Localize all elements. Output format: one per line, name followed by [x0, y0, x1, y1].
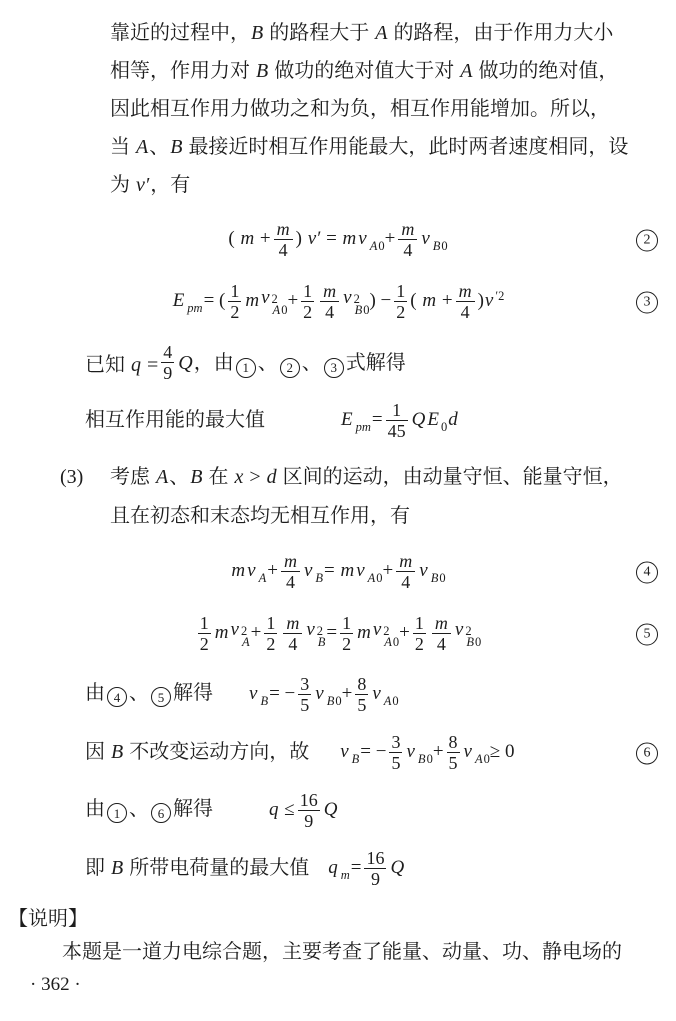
fraction-numerator: 16	[366, 847, 385, 868]
math-text: 已知 q =	[85, 353, 159, 376]
qmax-line	[85, 844, 676, 892]
part3-marker: (3)	[60, 466, 84, 488]
circled-number: 1	[107, 803, 127, 823]
fraction	[386, 400, 408, 441]
math-text: m	[245, 290, 260, 311]
fraction-numerator: 1	[396, 280, 406, 301]
math-text: +	[384, 228, 396, 249]
math-text: +	[399, 622, 410, 643]
math-text: ( m +	[410, 290, 453, 311]
superscript: 2	[465, 623, 472, 638]
text-line: 靠近的过程中，B 的路程大于 A 的路程，由于作用力大小	[110, 22, 614, 44]
subscript: A0	[383, 694, 399, 708]
fraction-denominator: 4	[460, 301, 470, 322]
math-text: =	[350, 857, 362, 878]
fraction-numerator: m	[283, 550, 297, 571]
fraction	[340, 613, 353, 654]
equation-6-number	[634, 740, 660, 765]
subscript: pm	[355, 420, 371, 434]
fraction	[283, 613, 302, 654]
subscript: B0	[417, 752, 433, 766]
subscripted-variable: v $_{B0}$	[421, 228, 448, 253]
circled-number: 6	[151, 803, 171, 823]
subsup-variable: v 2 B	[306, 618, 326, 649]
subscripted-variable: v $_B$	[303, 560, 324, 585]
math-text: ) −	[369, 290, 392, 311]
epm-max-label: 相互作用能的最大值	[85, 409, 265, 431]
text-line: 因此相互作用力做功之和为负，相互作用能增加。所以，	[110, 98, 610, 120]
subscript: B0	[466, 634, 482, 649]
math-text: q ≤	[269, 799, 295, 820]
fraction-numerator: 1	[266, 612, 276, 633]
math-text: +	[267, 560, 278, 581]
direction-line	[85, 728, 676, 776]
known-condition-line	[85, 338, 676, 386]
fraction-denominator: 5	[357, 694, 367, 715]
equation-3-number	[634, 289, 660, 314]
fraction-denominator: 9	[163, 362, 173, 383]
math-text: +	[432, 741, 444, 762]
fraction-denominator: 4	[403, 239, 413, 260]
epm-max-line	[85, 396, 676, 444]
fraction	[298, 674, 311, 715]
solve16-label: 由 1 、 6 解得	[85, 797, 213, 824]
fraction	[447, 732, 460, 773]
subscripted-variable: E $_{pm}$	[341, 409, 371, 434]
fraction-denominator: 4	[436, 633, 446, 654]
subscript: pm	[187, 301, 203, 315]
fraction-numerator: 1	[230, 280, 240, 301]
solve45-line	[85, 670, 676, 718]
fraction	[274, 219, 293, 260]
math-text: ) v′ = m	[295, 228, 357, 249]
fraction-denominator: 2	[414, 633, 424, 654]
circled-number: 2	[280, 358, 300, 378]
solve45-label: 由 4 、 5 解得	[85, 681, 213, 708]
text-line: 当 A、B 最接近时相互作用能最大，此时两者速度相同，设	[110, 136, 629, 158]
fraction-denominator: 2	[230, 301, 240, 322]
math-text: ≥ 0	[489, 741, 515, 762]
subscripted-variable: v $_{A0}$	[372, 683, 399, 708]
fraction	[389, 732, 402, 773]
subscripted-variable: q $_m$	[328, 857, 350, 882]
math-text: Q	[390, 857, 405, 878]
fraction-denominator: 4	[325, 301, 335, 322]
fraction-numerator: 1	[414, 612, 424, 633]
part3-first-line	[60, 458, 676, 497]
subscripted-variable: v $_{B0}$	[315, 683, 342, 708]
fraction-numerator: m	[399, 550, 413, 571]
book-page	[0, 14, 676, 1021]
fraction-denominator: 5	[448, 752, 458, 773]
fraction-numerator: 8	[448, 731, 458, 752]
fraction-numerator: m	[458, 280, 472, 301]
superscript: 2	[383, 623, 390, 638]
equation-2-number	[634, 227, 660, 252]
math-text: +	[250, 622, 262, 643]
equation-row-3	[0, 274, 676, 328]
subscript: A	[241, 634, 250, 649]
equation-row-2	[0, 212, 676, 266]
subscript: m	[340, 868, 350, 882]
fraction	[198, 613, 211, 654]
fraction	[298, 790, 320, 831]
fraction	[355, 674, 368, 715]
circled-number: 2	[636, 230, 658, 252]
fraction-denominator: 4	[285, 571, 295, 592]
subscript: A0	[367, 571, 383, 585]
fraction-numerator: 1	[392, 399, 402, 420]
subscript: A0	[474, 752, 490, 766]
subscripted-variable: v $_B$	[249, 683, 269, 708]
circled-number: 1	[236, 358, 256, 378]
subsup-stack	[316, 623, 327, 649]
fraction-numerator: 3	[300, 673, 310, 694]
math-text: =	[371, 409, 383, 430]
part3-paragraph	[60, 458, 676, 536]
superscript: 2	[271, 291, 278, 306]
equation-row-4	[0, 544, 676, 598]
fraction-denominator: 5	[300, 694, 310, 715]
math-text: +	[287, 290, 299, 311]
fraction-denominator: 45	[387, 420, 406, 441]
fraction-numerator: 4	[163, 341, 173, 362]
circled-number: 4	[636, 562, 658, 584]
page-number: · 362 ·	[30, 974, 81, 995]
main-paragraph	[110, 14, 668, 204]
solve16-formula	[268, 790, 338, 831]
fraction-numerator: 8	[357, 673, 367, 694]
fraction-denominator: 2	[342, 633, 352, 654]
fraction	[456, 281, 475, 322]
fraction	[413, 613, 426, 654]
fraction	[398, 219, 417, 260]
subscript: B0	[432, 239, 448, 253]
subscripted-variable: v $_{B0}$	[419, 560, 446, 585]
subscript: B	[315, 571, 324, 585]
fraction-numerator: 1	[303, 280, 313, 301]
fraction-denominator: 2	[199, 633, 209, 654]
fraction-numerator: 16	[299, 789, 318, 810]
text-line: 相等，作用力对 B 做功的绝对值大于对 A 做功的绝对值，	[110, 60, 619, 82]
subscripted-variable: v $_B$	[340, 741, 360, 766]
subscripted-variable: E $_0$	[427, 409, 448, 434]
qmax-formula	[327, 848, 405, 889]
fraction	[301, 281, 314, 322]
solve16-line	[85, 786, 676, 834]
subscript: B	[317, 634, 326, 649]
fraction-denominator: 2	[303, 301, 313, 322]
math-text: = −	[269, 683, 296, 704]
math-text: d	[448, 409, 458, 430]
fraction	[364, 848, 386, 889]
math-text: =	[326, 622, 338, 643]
subscript: 0	[440, 420, 448, 434]
subsup-variable: v 2 A0	[261, 286, 288, 317]
subsup-variable: v 2 B0	[454, 618, 482, 649]
math-text: +	[341, 683, 353, 704]
subscript: B	[260, 694, 269, 708]
superscript: 2	[240, 623, 248, 638]
fraction	[394, 281, 407, 322]
note-paragraph: 本题是一道力电综合题，主要考查了能量、动量、功、静电场的	[62, 941, 622, 963]
math-text: m	[214, 622, 229, 643]
fraction	[264, 613, 277, 654]
fraction	[396, 551, 415, 592]
circled-number: 3	[636, 292, 658, 314]
direction-formula	[339, 732, 514, 773]
circled-number: 5	[151, 687, 171, 707]
subscript: B	[351, 752, 360, 766]
qmax-label: 即 B 所带电荷量的最大值	[85, 857, 310, 879]
superscript: 2	[316, 623, 323, 638]
fraction-numerator: m	[286, 612, 300, 633]
circled-number: 5	[636, 624, 658, 646]
circled-number: 3	[324, 358, 344, 378]
note-header: 【说明】	[8, 908, 88, 930]
math-text: = −	[360, 741, 387, 762]
fraction-denominator: 4	[278, 239, 288, 260]
fraction	[161, 342, 174, 383]
fraction-denominator: 4	[401, 571, 411, 592]
fraction-numerator: m	[401, 218, 415, 239]
fraction-numerator: m	[323, 280, 337, 301]
subscript: A0	[384, 634, 400, 649]
math-text: )	[477, 290, 484, 311]
subsup-stack	[240, 623, 251, 649]
subsup-variable: v 2 B0	[343, 286, 370, 317]
fraction-numerator: 1	[342, 612, 352, 633]
subscript: A	[258, 571, 267, 585]
epm-max-formula	[340, 400, 459, 441]
equation-row-5	[0, 606, 676, 660]
subscripted-variable: E $_{pm}$	[172, 290, 203, 315]
math-text: ( m +	[228, 228, 271, 249]
part3-line2-text: 且在初态和末态均无相互作用，有	[110, 505, 410, 527]
fraction	[432, 613, 451, 654]
fraction	[281, 551, 300, 592]
subscripted-variable: v $_{A0}$	[358, 228, 385, 253]
math-text: m	[231, 560, 246, 581]
circled-number: 4	[107, 687, 127, 707]
superscript: 2	[353, 291, 360, 306]
math-text: = m	[324, 560, 355, 581]
subscripted-variable: v $_A$	[247, 560, 267, 585]
solve45-formula	[248, 674, 399, 715]
part3-line1-text: 考虑 A、B 在 x > d 区间的运动，由动量守恒、能量守恒，	[110, 466, 623, 488]
equation-4-formula	[230, 551, 445, 592]
superscript: ′2	[495, 289, 505, 303]
equation-5-formula	[195, 613, 481, 654]
subscript: B0	[326, 694, 342, 708]
fraction-denominator: 9	[370, 868, 380, 889]
fraction-denominator: 9	[304, 810, 314, 831]
math-text: = (	[203, 290, 226, 311]
fraction-numerator: 1	[199, 612, 209, 633]
subsup-variable: v 2 A	[230, 618, 250, 649]
fraction-numerator: m	[434, 612, 448, 633]
math-text: Q	[411, 409, 426, 430]
math-text: Q	[323, 799, 338, 820]
subscript: B0	[430, 571, 446, 585]
fraction	[228, 281, 241, 322]
equation-2-formula	[228, 219, 447, 260]
equation-5-number	[634, 621, 660, 646]
fraction	[320, 281, 339, 322]
subscripted-variable: v $_{A0}$	[463, 741, 490, 766]
subscripted-variable: v $_{A0}$	[356, 560, 383, 585]
fraction-denominator: 2	[266, 633, 276, 654]
text-line: 为 v′，有	[110, 174, 191, 196]
equation-3-formula	[172, 281, 505, 322]
subscript: B0	[354, 302, 370, 317]
fraction-numerator: m	[276, 218, 290, 239]
math-text: m	[357, 622, 371, 643]
subsup-variable: v 2 A0	[372, 618, 400, 649]
subscript: A0	[272, 302, 288, 317]
fraction-numerator: 3	[391, 731, 401, 752]
math-text: Q，由 1 、 2 、 3 式解得	[177, 346, 405, 378]
math-text: +	[382, 560, 394, 581]
equation-4-number	[634, 559, 660, 584]
direction-label: 因 B 不改变运动方向，故	[85, 741, 310, 763]
superscripted-variable: v $^{'2}$	[484, 289, 505, 311]
fraction-denominator: 4	[288, 633, 298, 654]
circled-number: 6	[636, 743, 658, 765]
subscripted-variable: v $_{B0}$	[406, 741, 433, 766]
fraction-denominator: 2	[396, 301, 406, 322]
fraction-denominator: 5	[391, 752, 401, 773]
subscript: A0	[369, 239, 385, 253]
known-condition-formula	[85, 342, 406, 383]
